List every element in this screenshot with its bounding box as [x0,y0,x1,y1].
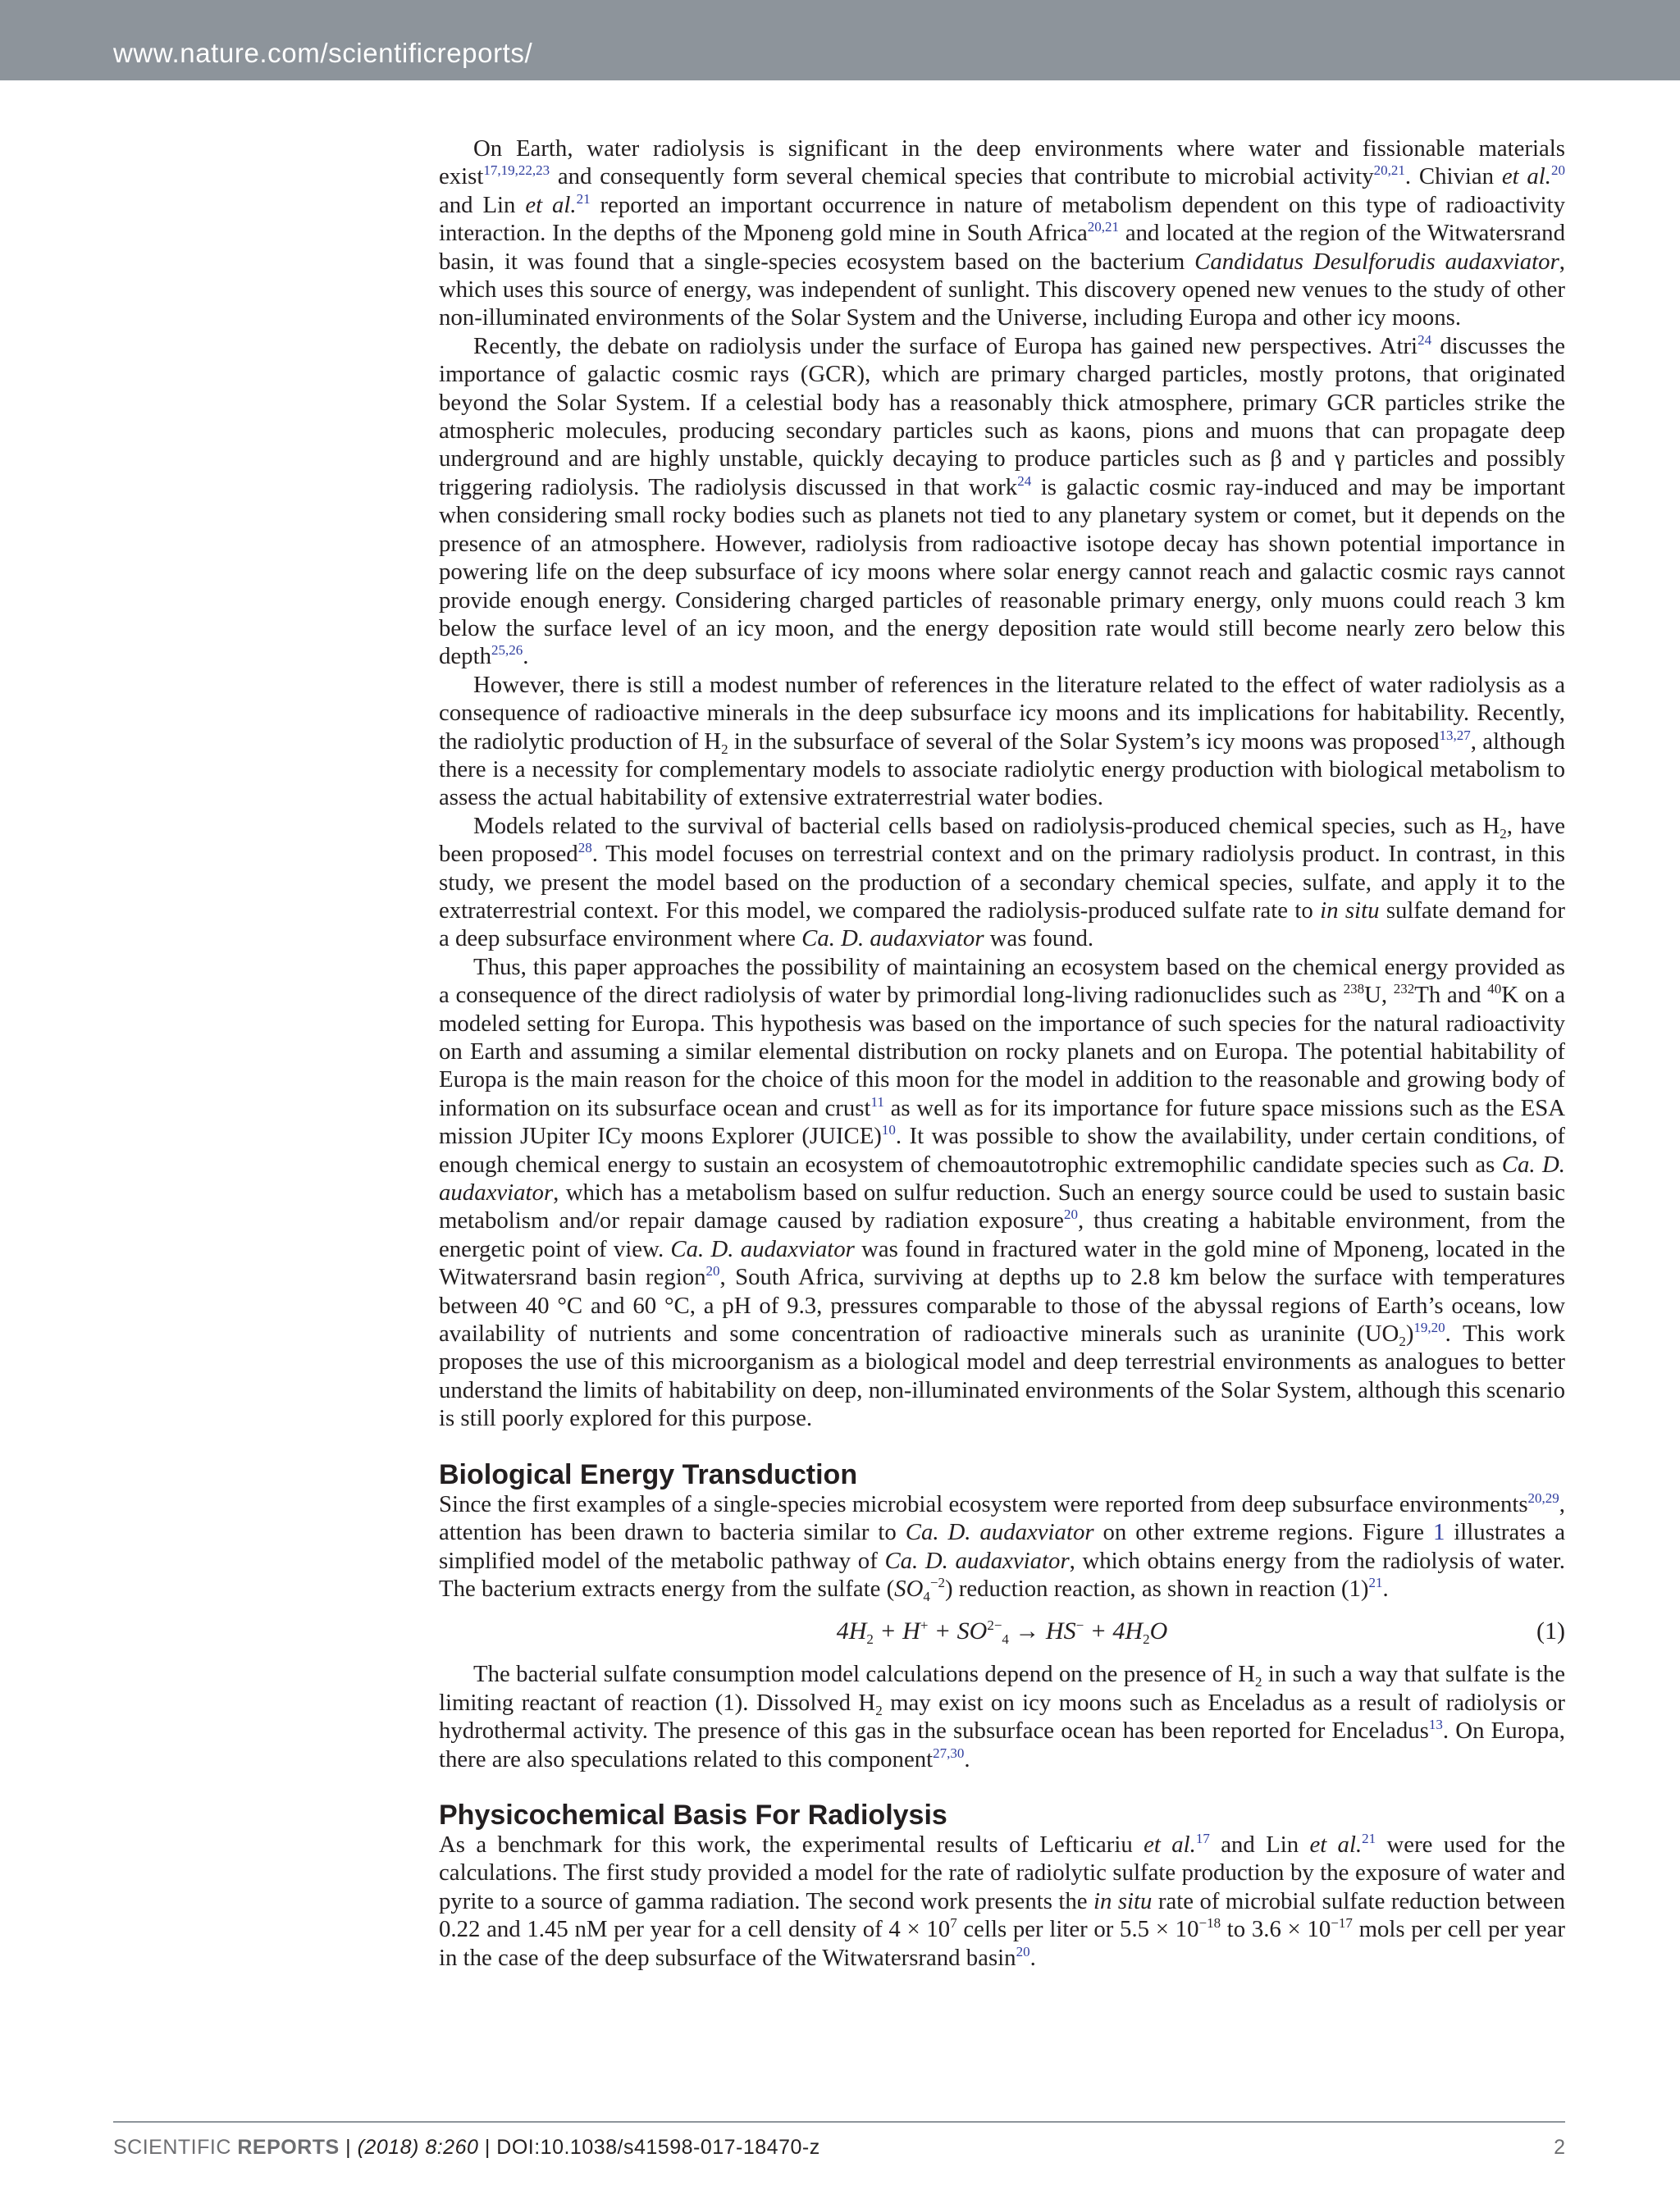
citation-ref[interactable]: 20 [705,1263,720,1280]
paragraph-bio-1: Since the first examples of a single-species microbial ecosystem were reported from deep subsurface environments$^{20,29}$, attention has been drawn to bacteria similar to Ca. D. audaxviator on other extreme regions. Figure 1 illustrates a simplified model of the metabolic pathway of Ca. D. audaxviator, which obtains energy from the radiolysis of water. The bacterium extracts energy from the sulfate $(SO_4^{-2})$ reduction reaction, as shown in reaction (1)$^{21}$. [439,1489,1565,1604]
citation-ref[interactable]: 21 [576,190,591,207]
citation-ref[interactable]: 20 [1063,1207,1078,1223]
citation-ref[interactable]: 25,26 [491,642,523,659]
paragraph-bio-2: The bacterial sulfate consumption model calculations depend on the presence of $H_2$ in such a way that sulfate is the limiting reactant of reaction (1). Dissolved $H_2$ may exist on icy moons such as Enceladus as a result of radiolysis or hydrothermal activity. The presence of this gas in the subsurface ocean has been reported for Enceladus$^{13}$. On Europa, there are also speculations related to this component$^{27,30}$. [439,1661,1565,1772]
footer-divider [113,2121,1565,2123]
figure-link[interactable]: 1 [1432,1519,1445,1546]
citation-ref[interactable]: 11 [870,1093,884,1110]
citation-ref[interactable]: 28 [578,840,592,856]
citation-ref[interactable]: 21 [1368,1574,1383,1590]
citation-ref[interactable]: 24 [1017,472,1032,489]
journal-url[interactable]: www.nature.com/scientificreports/ [113,38,533,68]
footer-citation: SCIENTIFIC REPORTS | (2018) 8:260 | DOI:10.1038/s41598-017-18470-z [113,2136,820,2159]
citation-ref[interactable]: 20 [1016,1943,1030,1959]
paragraph-intro-2: Recently, the debate on radiolysis under the surface of Europa has gained new perspectives. Atri$^{24}$ discusses the importance of galactic cosmic rays (GCR), which are primary charged particles, mostly protons, that originated beyond the Solar System. If a celestial body has a reasonably thick atmosphere, primary GCR particles strike the atmospheric molecules, producing secondary particles such as kaons, pions and muons that can propagate deep underground and are highly unstable, quickly decaying to produce particles such as β and γ particles and possibly triggering radiolysis. The radiolysis discussed in that work$^{24}$ is galactic cosmic ray-induced and may be important when considering small rocky bodies such as planets not tied to any planetary system or comet, but it depends on the presence of an atmosphere. However, radiolysis from radioactive isotope decay has shown potential importance in powering life on the deep subsurface of icy moons where solar energy cannot reach and galactic cosmic rays cannot provide enough energy. Considering charged particles of reasonable primary energy, only muons could reach 3 km below the surface level of an icy moon, and the energy deposition rate would still become nearly zero below this depth$^{25,26}$. [439,331,1565,670]
citation-ref[interactable]: 17,19,22,23 [483,162,550,179]
citation-ref[interactable]: 19,20 [1413,1320,1445,1336]
equation-number: (1) [1536,1617,1565,1645]
page-number: 2 [1554,2136,1565,2159]
equation-body: $4H_2 + H^+ + SO^{2-}_4 \to HS^- + 4H_2O$ [836,1617,1168,1648]
journal-name-bold: REPORTS [237,2136,340,2159]
article-body [439,135,1565,1972]
citation-ref[interactable]: 27,30 [933,1745,965,1761]
reaction-equation [439,1603,1565,1660]
paragraph-intro-5: Thus, this paper approaches the possibility of maintaining an ecosystem based on the chemical energy provided as a consequence of the direct radiolysis of water by primordial long-living radionuclides such as $^{238}$U, $^{232}$Th and $^{40}$K on a modeled setting for Europa. This hypothesis was based on the importance of such species for the natural radioactivity on Earth and assuming a similar elemental distribution on rocky planets and on Europa. The potential habitability of Europa is the main reason for the choice of this moon for the model in addition to the reasonable and growing body of information on its subsurface ocean and crust$^{11}$ as well as for its importance for future space missions such as the ESA mission JUpiter ICy moons Explorer (JUICE)$^{10}$. It was possible to show the availability, under certain conditions, of enough chemical energy to sustain an ecosystem of chemoautotrophic extremophilic candidate species such as Ca. D. audaxviator, which has a metabolism based on sulfur reduction. Such an energy source could be used to sustain basic metabolism and/or repair damage caused by radiation exposure$^{20}$, thus creating a habitable environment, from the energetic point of view. Ca. D. audaxviator was found in fractured water in the gold mine of Mponeng, located in the Witwatersrand basin region$^{20}$, South Africa, surviving at depths up to 2.8 km below the surface with temperatures between 40 °C and 60 °C, a pH of 9.3, pressures comparable to those of the abyssal regions of Earth’s oceans, low availability of nutrients and some concentration of radioactive minerals such as uraninite $(UO_2)^{19,20}$. This work proposes the use of this microorganism as a biological model and deep terrestrial environments as analogues to better understand the limits of habitability on deep, non-illuminated environments of the Solar System, although this scenario is still poorly explored for this purpose. [439,953,1566,1432]
citation-ref[interactable]: 13,27 [1439,727,1471,743]
citation-ref[interactable]: 20,21 [1373,162,1405,179]
citation-ref[interactable]: 17 [1195,1830,1210,1846]
citation-ref[interactable]: 10 [881,1122,896,1138]
section-heading-physicochemical: Physicochemical Basis For Radiolysis [439,1799,947,1831]
footer-doi[interactable]: DOI:10.1038/s41598-017-18470-z [496,2136,820,2159]
section-heading-biological-energy: Biological Energy Transduction [439,1458,858,1490]
citation-ref[interactable]: 24 [1418,331,1432,348]
paragraph-intro-3: However, there is still a modest number of references in the literature related to the effect of water radiolysis as a consequence of radioactive minerals in the deep subsurface icy moons and its implications for habitability. Recently, the radiolytic production of $H_2$ in the subsurface of several of the Solar System’s icy moons was proposed$^{13,27}$, although there is a necessity for complementary models to associate radiolytic energy production with biological metabolism to assess the actual habitability of extensive extraterrestrial water bodies. [439,671,1565,811]
paragraph-phys-1: As a benchmark for this work, the experimental results of Lefticariu et al.$^{17}$ and Lin et al.$^{21}$ were used for the calculations. The first study provided a model for the rate of radiolytic sulfate production by the exposure of water and pyrite to a source of gamma radiation. The second work presents the in situ rate of microbial sulfate reduction between 0.22 and 1.45 nM per year for a cell density of $4 \times 10^7$ cells per liter or $5.5 \times 10^{-18}$ to $3.6 \times 10^{-17}$ mols per cell per year in the case of the deep subsurface of the Witwatersrand basin$^{20}$. [439,1830,1565,1971]
paragraph-intro-4: Models related to the survival of bacterial cells based on radiolysis-produced chemical species, such as $H_2$, have been proposed$^{28}$. This model focuses on terrestrial context and on the primary radiolysis product. In contrast, in this study, we present the model based on the production of a secondary chemical species, sulfate, and apply it to the extraterrestrial context. For this model, we compared the radiolysis-produced sulfate rate to in situ sulfate demand for a deep subsurface environment where Ca. D. audaxviator was found. [439,812,1566,952]
citation-ref[interactable]: 20,29 [1527,1489,1559,1506]
header-bar [0,0,1680,80]
footer-year-volume: (2018) 8:260 [357,2136,479,2159]
citation-ref[interactable]: 20,21 [1087,219,1120,235]
citation-ref[interactable]: 13 [1428,1717,1443,1733]
paragraph-intro-1: On Earth, water radiolysis is significant in the deep environments where water and fissionable materials exist$^{17,19,22,23}$ and consequently form several chemical species that contribute to microbial activity$^{20,21}$. Chivian et al.$^{20}$ and Lin et al.$^{21}$ reported an important occurrence in nature of metabolism dependent on this type of radioactivity interaction. In the depths of the Mponeng gold mine in South Africa$^{20,21}$ and located at the region of the Witwatersrand basin, it was found that a single-species ecosystem based on the bacterium Candidatus Desulforudis audaxviator, which uses this source of energy, was independent of sunlight. This discovery opened new venues to the study of other non-illuminated environments of the Solar System and the Universe, including Europa and other icy moons. [439,135,1566,331]
journal-name-light: SCIENTIFIC [113,2136,231,2159]
citation-ref[interactable]: 21 [1362,1830,1376,1846]
citation-ref[interactable]: 20 [1550,162,1565,179]
